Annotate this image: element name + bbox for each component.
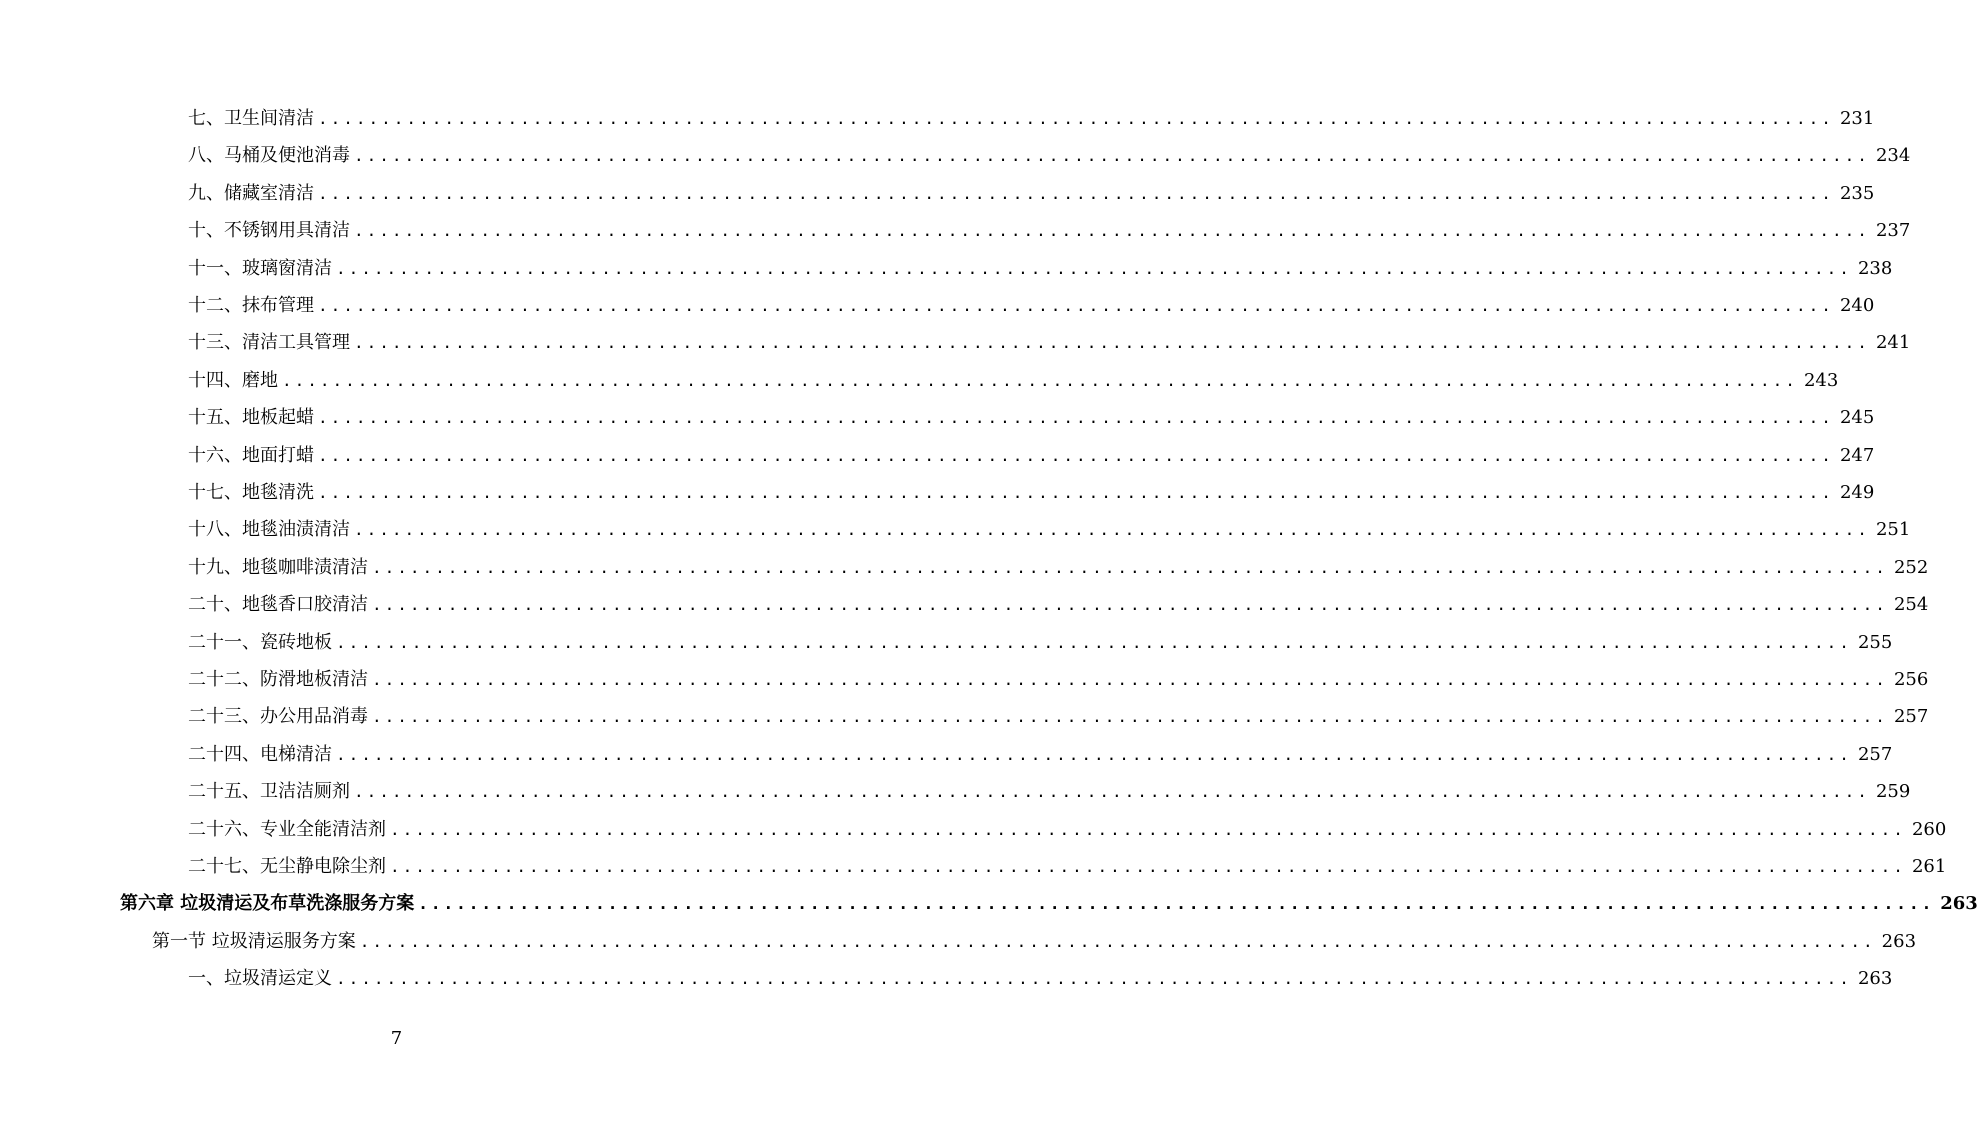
toc-entry-page: 257	[1857, 743, 1893, 765]
toc-dot-leader: ........................................................................................................................	[354, 782, 1870, 802]
toc-entry-page: 254	[1893, 594, 1929, 616]
toc-entry-title: 十七、地毯清洗	[188, 482, 314, 503]
toc-entry-title: 九、储藏室清洁	[188, 182, 314, 204]
toc-entry-page: 240	[1839, 295, 1875, 316]
toc-entry-title: 第六章 垃圾清运及布草洗涤服务方案	[120, 893, 415, 915]
toc-dot-leader: ........................................................................................................................	[354, 520, 1870, 540]
toc-item-entry[interactable]	[188, 815, 1947, 845]
toc-entry-page: 235	[1839, 182, 1875, 204]
toc-entry-title: 十三、清洁工具管理	[188, 332, 350, 354]
toc-entry-page: 257	[1893, 706, 1929, 728]
toc-entry-title: 二十七、无尘静电除尘剂	[188, 856, 386, 877]
toc-entry-page: 252	[1893, 556, 1929, 578]
toc-dot-leader: ........................................................................................................................	[318, 483, 1834, 502]
toc-item-entry[interactable]	[188, 254, 1893, 284]
toc-entry-page: 263	[1881, 930, 1917, 952]
toc-dot-leader: ........................................................................................................................	[318, 445, 1834, 465]
toc-dot-leader: ........................................................................................................................	[359, 931, 1876, 951]
toc-item-entry[interactable]	[188, 740, 1893, 770]
toc-item-entry[interactable]	[188, 179, 1875, 209]
toc-item-entry[interactable]	[188, 328, 1911, 358]
toc-dot-leader: ........................................................................................................................	[390, 819, 1906, 839]
toc-dot-leader: ........................................................................................................................	[372, 707, 1888, 727]
toc-dot-leader: ........................................................................................................................	[318, 109, 1834, 128]
toc-entry-title: 十、不锈钢用具清洁	[188, 220, 350, 242]
toc-item-entry[interactable]	[188, 478, 1875, 508]
toc-entry-page: 245	[1839, 407, 1875, 429]
toc-entry-title: 二十、地毯香口胶清洁	[188, 594, 368, 616]
toc-dot-leader: ........................................................................................................................	[418, 894, 1935, 914]
toc-entry-title: 二十三、办公用品消毒	[188, 706, 368, 728]
toc-item-entry[interactable]	[188, 515, 1911, 545]
toc-item-entry[interactable]	[188, 852, 1947, 882]
toc-entry-title: 十五、地板起蜡	[188, 407, 314, 429]
toc-dot-leader: ........................................................................................................................	[318, 408, 1834, 428]
toc-entry-title: 十九、地毯咖啡渍清洁	[188, 556, 368, 578]
toc-item-entry[interactable]	[188, 216, 1911, 246]
toc-item-entry[interactable]	[188, 403, 1875, 433]
toc-item-entry[interactable]	[188, 291, 1875, 321]
toc-item-entry[interactable]	[188, 628, 1893, 658]
toc-entry-title: 二十五、卫洁洁厕剂	[188, 781, 350, 803]
toc-entry-title: 八、马桶及便池消毒	[188, 145, 350, 167]
toc-dot-leader: ........................................................................................................................	[336, 969, 1852, 989]
toc-entry-page: 251	[1875, 519, 1911, 541]
toc-item-entry[interactable]	[188, 141, 1911, 171]
toc-entry-page: 249	[1839, 482, 1875, 503]
toc-entry-title: 二十二、防滑地板清洁	[188, 669, 368, 690]
toc-entry-page: 247	[1839, 444, 1875, 466]
toc-entry-page: 238	[1857, 257, 1893, 279]
toc-dot-leader: ........................................................................................................................	[390, 857, 1906, 876]
toc-entry-page: 237	[1875, 220, 1911, 242]
toc-dot-leader: ........................................................................................................................	[318, 296, 1834, 315]
toc-item-entry[interactable]	[188, 553, 1929, 583]
toc-item-entry[interactable]	[188, 104, 1875, 134]
toc-dot-leader: ........................................................................................................................	[372, 557, 1888, 577]
toc-entry-title: 十二、抹布管理	[188, 295, 314, 316]
toc-entry-title: 二十四、电梯清洁	[188, 743, 332, 765]
toc-dot-leader: ........................................................................................................................	[372, 670, 1888, 689]
toc-entry-page: 234	[1875, 145, 1911, 167]
toc-section-entry[interactable]	[152, 927, 1917, 957]
toc-entry-title: 十八、地毯油渍清洁	[188, 519, 350, 541]
toc-dot-leader: ........................................................................................................................	[336, 632, 1852, 652]
toc-item-entry[interactable]	[188, 441, 1875, 471]
toc-entry-title: 十一、玻璃窗清洁	[188, 257, 332, 279]
toc-dot-leader: ........................................................................................................................	[354, 146, 1870, 166]
toc-item-entry[interactable]	[188, 366, 1839, 396]
toc-entry-title: 十六、地面打蜡	[188, 444, 314, 466]
toc-item-entry[interactable]	[188, 702, 1929, 732]
toc-entry-title: 十四、磨地	[188, 369, 278, 391]
toc-entry-title: 第一节 垃圾清运服务方案	[152, 930, 356, 952]
toc-dot-leader: ........................................................................................................................	[318, 183, 1834, 203]
toc-entry-page: 256	[1893, 669, 1929, 690]
toc-dot-leader: ........................................................................................................................	[336, 258, 1852, 278]
toc-entry-page: 260	[1911, 818, 1947, 840]
toc-item-entry[interactable]	[188, 590, 1929, 620]
toc-dot-leader: ........................................................................................................................	[354, 221, 1870, 241]
toc-dot-leader: ........................................................................................................................	[354, 333, 1870, 353]
toc-entry-page: 243	[1803, 369, 1839, 391]
toc-entry-title: 二十六、专业全能清洁剂	[188, 818, 386, 840]
toc-dot-leader: ........................................................................................................................	[372, 595, 1888, 615]
toc-entry-page: 263	[1857, 968, 1893, 990]
toc-entry-page: 263	[1940, 893, 1978, 915]
page-number: 7	[390, 1028, 403, 1049]
toc-chapter-entry[interactable]	[120, 889, 1978, 919]
toc-entry-page: 259	[1875, 781, 1911, 803]
toc-entry-title: 一、垃圾清运定义	[188, 968, 332, 990]
toc-entry-title: 二十一、瓷砖地板	[188, 631, 332, 653]
toc-item-entry[interactable]	[188, 964, 1893, 994]
toc-entry-page: 261	[1911, 856, 1947, 877]
toc-item-entry[interactable]	[188, 665, 1929, 695]
toc-dot-leader: ........................................................................................................................	[336, 744, 1852, 764]
toc-entry-page: 231	[1839, 108, 1875, 129]
toc-dot-leader: ........................................................................................................................	[282, 370, 1798, 390]
toc-entry-page: 255	[1857, 631, 1893, 653]
toc-entry-title: 七、卫生间清洁	[188, 108, 314, 129]
toc-item-entry[interactable]	[188, 777, 1911, 807]
toc-entry-page: 241	[1875, 332, 1911, 354]
